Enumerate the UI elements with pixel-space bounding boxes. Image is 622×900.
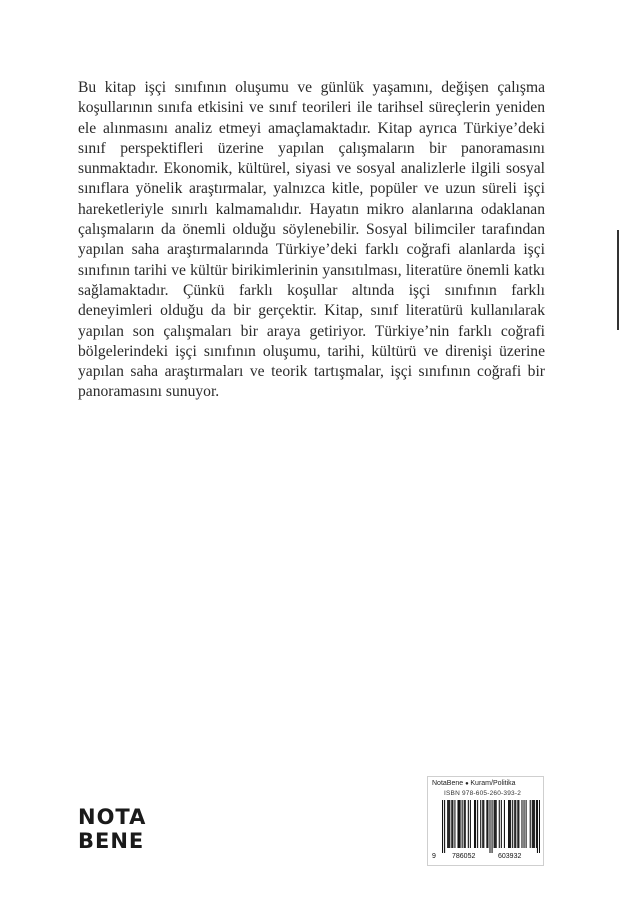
barcode-bar bbox=[454, 800, 455, 848]
barcode-publisher-line bbox=[432, 780, 540, 787]
barcode-bar bbox=[451, 800, 452, 848]
barcode-bar bbox=[470, 800, 471, 848]
barcode-bar bbox=[496, 800, 497, 848]
barcode-bar bbox=[530, 800, 531, 848]
publisher-logo bbox=[78, 805, 147, 854]
separator-dot: ● bbox=[465, 781, 471, 787]
barcode-bar bbox=[537, 800, 538, 853]
barcode-bar bbox=[534, 800, 535, 848]
barcode-bar bbox=[480, 800, 481, 848]
barcode-bar bbox=[533, 800, 534, 848]
barcode-bar bbox=[447, 800, 448, 848]
barcode-bar bbox=[514, 800, 515, 848]
barcode-bar bbox=[494, 800, 495, 848]
barcode-bar bbox=[475, 800, 476, 848]
barcode-bar bbox=[486, 800, 487, 848]
barcode-bars bbox=[442, 800, 540, 853]
barcode-bar bbox=[499, 800, 500, 848]
barcode-bar bbox=[444, 800, 445, 853]
barcode-bar bbox=[501, 800, 502, 848]
logo-text-bottom: BENE bbox=[78, 829, 145, 853]
barcode-bar bbox=[512, 800, 513, 848]
barcode-bar bbox=[442, 800, 443, 853]
publisher-name: NotaBene bbox=[432, 780, 464, 787]
barcode-bar bbox=[462, 800, 463, 848]
barcode-bar bbox=[515, 800, 516, 848]
barcode-bar bbox=[457, 800, 458, 848]
series-name: Kuram/Politika bbox=[470, 780, 516, 787]
barcode-bar bbox=[474, 800, 475, 848]
barcode-bar bbox=[508, 800, 509, 848]
barcode-digits-left: 786052 bbox=[452, 853, 476, 860]
barcode-bar bbox=[449, 800, 450, 848]
barcode-bar bbox=[483, 800, 484, 848]
barcode-bar bbox=[510, 800, 511, 848]
back-cover-blurb: Bu kitap işçi sınıfının oluşumu ve günlük yaşamını, değişen çalışma koşullarının sınıfa etkisini ve sınıf teorileri ile tarihsel süreçlerin yeniden ele alınmasını analiz etmeyi amaçlamaktadır. Kitap ayrıca Türkiye’deki sınıf perspektifleri üzerine yapılan çalışmaların bir panoramasını sunmaktadır. Ekonomik, kültürel, siyasi ve sosyal analizlerle ilgili sosyal sınıflara yönelik araştırmalar, yalnızca kitle, popüler ve uzun süreli işçi hareketleriyle sınırlı kalmamalıdır. Hayatın mikro alanlarına odaklanan çalışmaların da önemli olduğu söylenebilir. Sosyal bilimciler tarafından yapılan saha araştırmalarında Türkiye’deki farklı coğrafi alanlarda işçi sınıfının tarihi ve kültür birikimlerinin yansıtılması, literatüre önemli katkı sağlamaktadır. Çünkü farklı koşullar altında işçi sınıfının farklı deneyimleri olduğu da bir gerçektir. Kitap, sınıf literatürü kullanılarak yapılan son çalışmaları bir araya getiriyor. Türkiye’nin farklı coğrafi bölgelerindeki işçi sınıfının oluşumu, tarihi, kültürü ve direnişi üzerine yapılan saha araştırmaları ve teorik tartışmalar, işçi sınıfının coğrafi bir panoramasını sunuyor. bbox=[78, 79, 545, 401]
barcode-bar bbox=[532, 800, 533, 848]
barcode-bar bbox=[492, 800, 493, 853]
barcode-bar bbox=[526, 800, 527, 848]
cover-edge-line bbox=[617, 230, 619, 330]
barcode-bar bbox=[460, 800, 461, 848]
barcode-bar bbox=[489, 800, 490, 853]
barcode-bar bbox=[517, 800, 518, 848]
logo-text-top: NOTA bbox=[78, 805, 147, 829]
barcode-bar bbox=[539, 800, 540, 853]
barcode-bar bbox=[518, 800, 519, 848]
barcode-bar bbox=[487, 800, 488, 848]
barcode-bar bbox=[523, 800, 524, 848]
barcode-bar bbox=[521, 800, 522, 848]
barcode-bar bbox=[468, 800, 469, 848]
isbn-barcode-box bbox=[427, 776, 544, 866]
isbn-number: ISBN 978-605-260-393-2 bbox=[444, 790, 522, 797]
barcode-bar bbox=[509, 800, 510, 848]
barcode-digit-lead: 9 bbox=[432, 853, 436, 860]
barcode-digits-right: 603932 bbox=[498, 853, 522, 860]
barcode-bar bbox=[477, 800, 478, 848]
barcode-bar bbox=[504, 800, 505, 848]
barcode-bar bbox=[452, 800, 453, 848]
barcode-bar bbox=[482, 800, 483, 848]
barcode-bar bbox=[536, 800, 537, 848]
barcode-bar bbox=[465, 800, 466, 848]
barcode-bar bbox=[459, 800, 460, 848]
barcode-bar bbox=[495, 800, 496, 848]
barcode-bar bbox=[464, 800, 465, 848]
barcode-bar bbox=[448, 800, 449, 848]
